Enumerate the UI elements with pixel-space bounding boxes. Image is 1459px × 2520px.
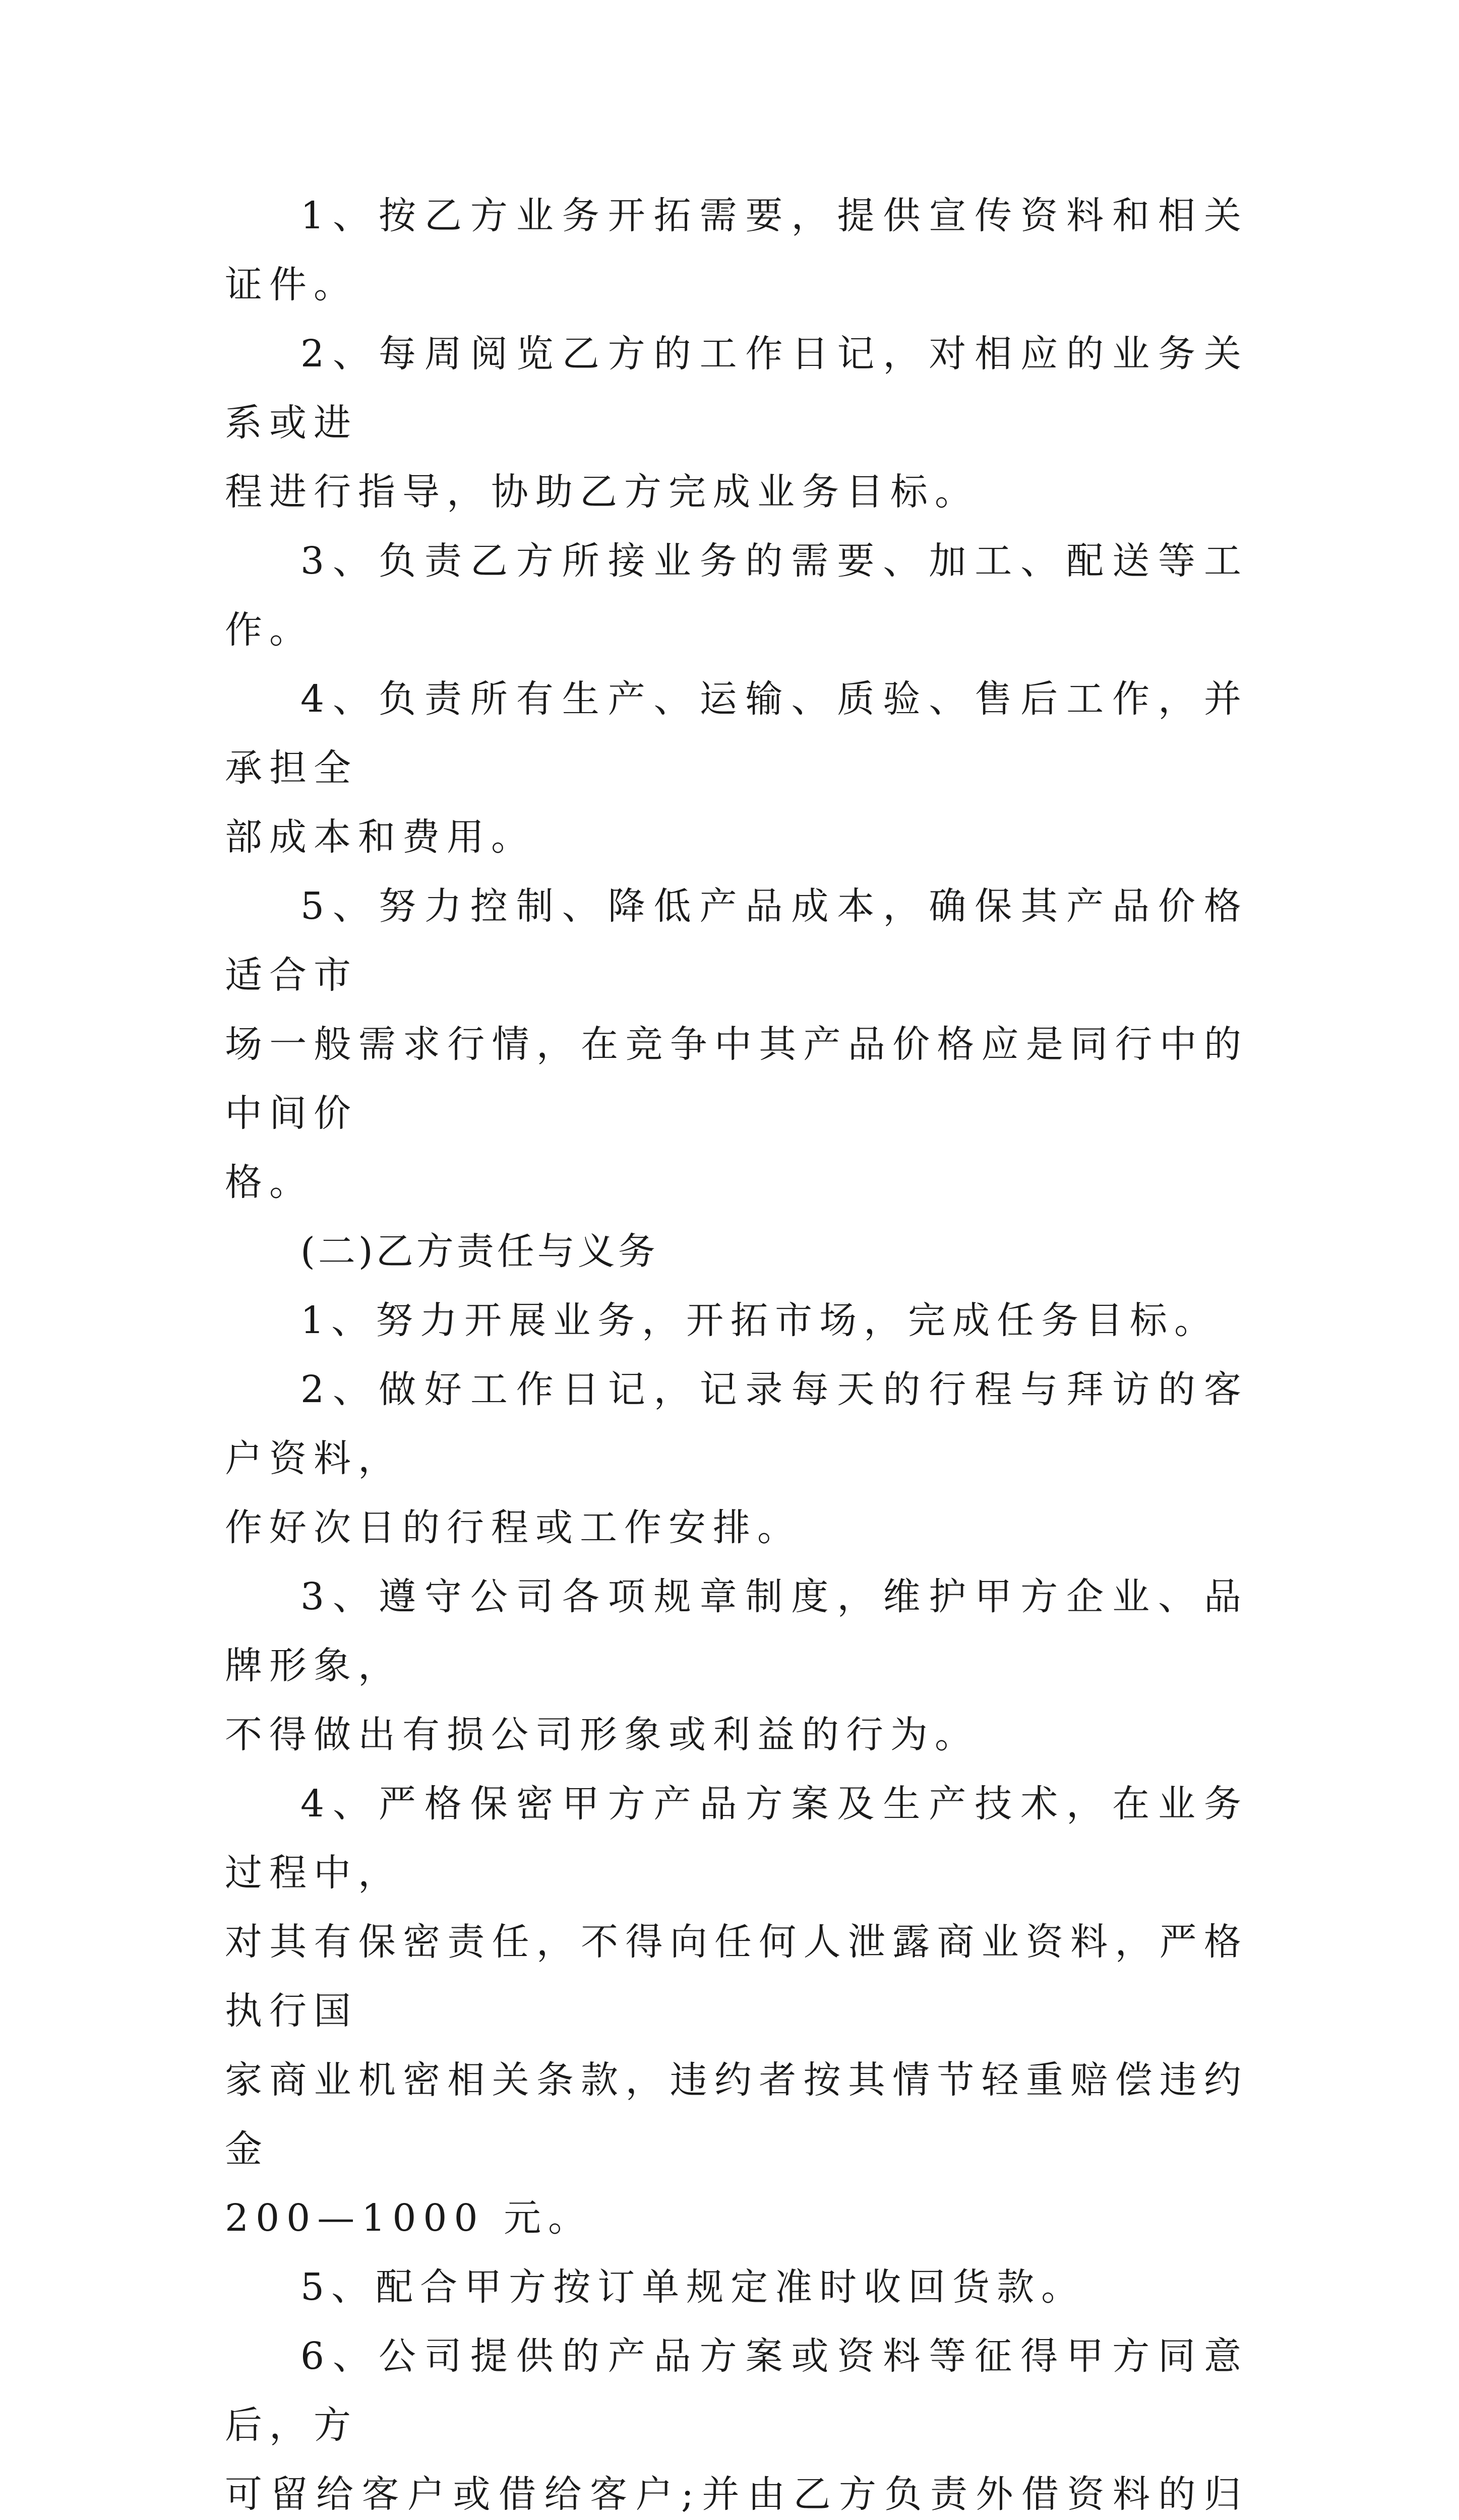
document-body bbox=[225, 181, 1248, 2520]
text-line: 2、做好工作日记，记录每天的行程与拜访的客户资料， bbox=[225, 1368, 1248, 1480]
text-line: 5、努力控制、降低产品成本，确保其产品价格适合市 bbox=[225, 885, 1248, 997]
text-line: 部成本和费用。 bbox=[225, 815, 535, 859]
text-line: 3、遵守公司各项规章制度，维护甲方企业、品牌形象， bbox=[225, 1575, 1248, 1687]
text-line: 6、公司提供的产品方案或资料等征得甲方同意后，方 bbox=[225, 2335, 1248, 2447]
text-line: 可留给客户或借给客户;并由乙方负责外借资料的归 bbox=[225, 2473, 1248, 2516]
paragraph-a2 bbox=[225, 320, 1248, 527]
text-line: 家商业机密相关条款，违约者按其情节轻重赔偿违约金 bbox=[225, 2058, 1248, 2171]
text-line: 场一般需求行情，在竞争中其产品价格应是同行中的中间价 bbox=[225, 1023, 1248, 1135]
text-line: 1、按乙方业务开拓需要，提供宣传资料和相关证件。 bbox=[225, 194, 1248, 306]
paragraph-a1 bbox=[225, 181, 1248, 320]
paragraph-a4 bbox=[225, 665, 1248, 872]
paragraph-a3 bbox=[225, 527, 1248, 665]
text-line: 2、每周阅览乙方的工作日记，对相应的业务关系或进 bbox=[225, 332, 1248, 445]
paragraph-b4 bbox=[225, 1770, 1248, 2253]
paragraph-b3 bbox=[225, 1562, 1248, 1770]
paragraph-b5 bbox=[225, 2253, 1248, 2322]
text-line: 200—1000 元。 bbox=[225, 2196, 593, 2240]
paragraph-b1 bbox=[225, 1286, 1248, 1355]
text-line: 程进行指导，协助乙方完成业务目标。 bbox=[225, 470, 979, 514]
text-line: 对其有保密责任，不得向任何人泄露商业资料，严格执行国 bbox=[225, 1920, 1248, 2033]
text-line: 作好次日的行程或工作安排。 bbox=[225, 1506, 802, 1549]
text-line: 3、负责乙方所接业务的需要、加工、配送等工作。 bbox=[225, 539, 1248, 652]
text-line: 格。 bbox=[225, 1161, 314, 1204]
text-line: 4、严格保密甲方产品方案及生产技术，在业务过程中， bbox=[225, 1782, 1248, 1895]
paragraph-b2 bbox=[225, 1355, 1248, 1562]
text-line: 5、配合甲方按订单规定准时收回货款。 bbox=[300, 2265, 1086, 2309]
text-line: 4、负责所有生产、运输、质验、售后工作，并承担全 bbox=[225, 677, 1248, 790]
text-line: 不得做出有损公司形象或利益的行为。 bbox=[225, 1713, 979, 1756]
text-line: 1、努力开展业务，开拓市场，完成任务目标。 bbox=[300, 1299, 1219, 1342]
paragraph-a5 bbox=[225, 872, 1248, 1217]
paragraph-b6 bbox=[225, 2322, 1248, 2520]
section-heading: (二)乙方责任与义务 bbox=[300, 1230, 658, 1273]
